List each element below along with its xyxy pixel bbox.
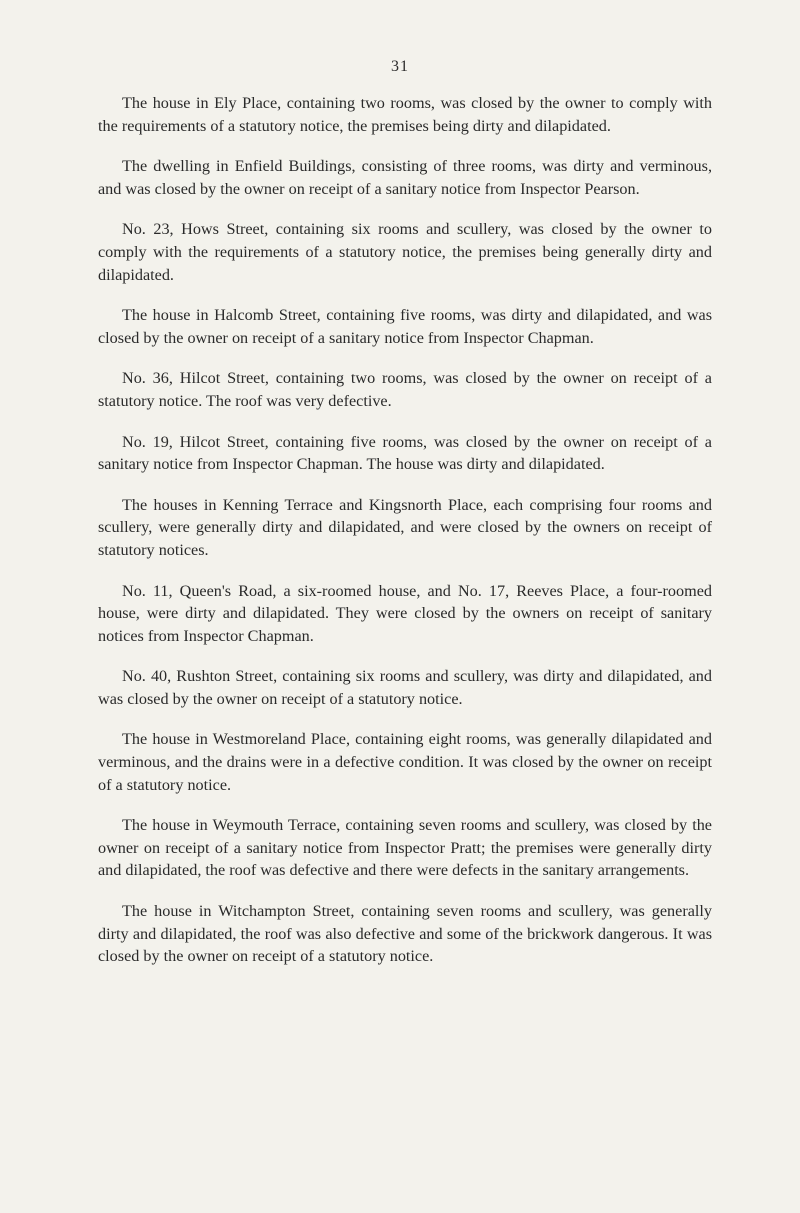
paragraph-queens-road: No. 11, Queen's Road, a six-roomed house, and No. 17, Reeves Place, a four-roomed house, were dirty and dilapidated. They were closed by the owners on receipt of sanitary notices from Inspector Chapman.: [98, 581, 712, 645]
paragraph-ely-place: The house in Ely Place, containing two rooms, was closed by the owner to comply with the requirements of a statutory notice, the premises being dirty and dilapidated.: [98, 94, 712, 135]
paragraph-westmoreland-place: The house in Westmoreland Place, containing eight rooms, was generally dilapidated and verminous, and the drains were in a defective condition. It was closed by the owner on receipt of a statutory notice.: [98, 730, 712, 794]
paragraph-enfield-buildings: The dwelling in Enfield Buildings, consisting of three rooms, was dirty and verminous, and was closed by the owner on receipt of a sanitary notice from Inspector Pearson.: [98, 157, 712, 198]
paragraph-kenning-terrace: The houses in Kenning Terrace and Kingsnorth Place, each comprising four rooms and scullery, were generally dirty and dilapidated, and were closed by the owners on receipt of statutory notices.: [98, 495, 712, 559]
paragraph-weymouth-terrace: The house in Weymouth Terrace, containing seven rooms and scullery, was closed by the owner on receipt of a sanitary notice from Inspector Pratt; the premises were generally dirty and dilapidated, the roof was defective and there were defects in the sanitary arrangements.: [98, 816, 712, 880]
paragraph-rushton-street: No. 40, Rushton Street, containing six rooms and scullery, was dirty and dilapidated, and was closed by the owner on receipt of a statutory notice.: [98, 667, 712, 708]
paragraph-halcomb-street: The house in Halcomb Street, containing five rooms, was dirty and dilapidated, and was closed by the owner on receipt of a sanitary notice from Inspector Chapman.: [98, 306, 712, 347]
page-number: 31: [391, 58, 409, 75]
paragraph-19-hilcot-street: No. 19, Hilcot Street, containing five rooms, was closed by the owner on receipt of a sanitary notice from Inspector Chapman. The house was dirty and dilapidated.: [98, 432, 712, 474]
paragraph-hows-street: No. 23, Hows Street, containing six rooms and scullery, was closed by the owner to comply with the requirements of a statutory notice, the premises being generally dirty and dilapidated.: [98, 220, 712, 284]
body-text: [98, 92, 712, 986]
paragraph-witchampton-street: The house in Witchampton Street, containing seven rooms and scullery, was generally dirty and dilapidated, the roof was also defective and some of the brickwork dangerous. It was closed by the owner on receipt of a statutory notice.: [98, 902, 712, 966]
paragraph-36-hilcot-street: No. 36, Hilcot Street, containing two rooms, was closed by the owner on receipt of a statutory notice. The roof was very defective.: [98, 369, 712, 410]
